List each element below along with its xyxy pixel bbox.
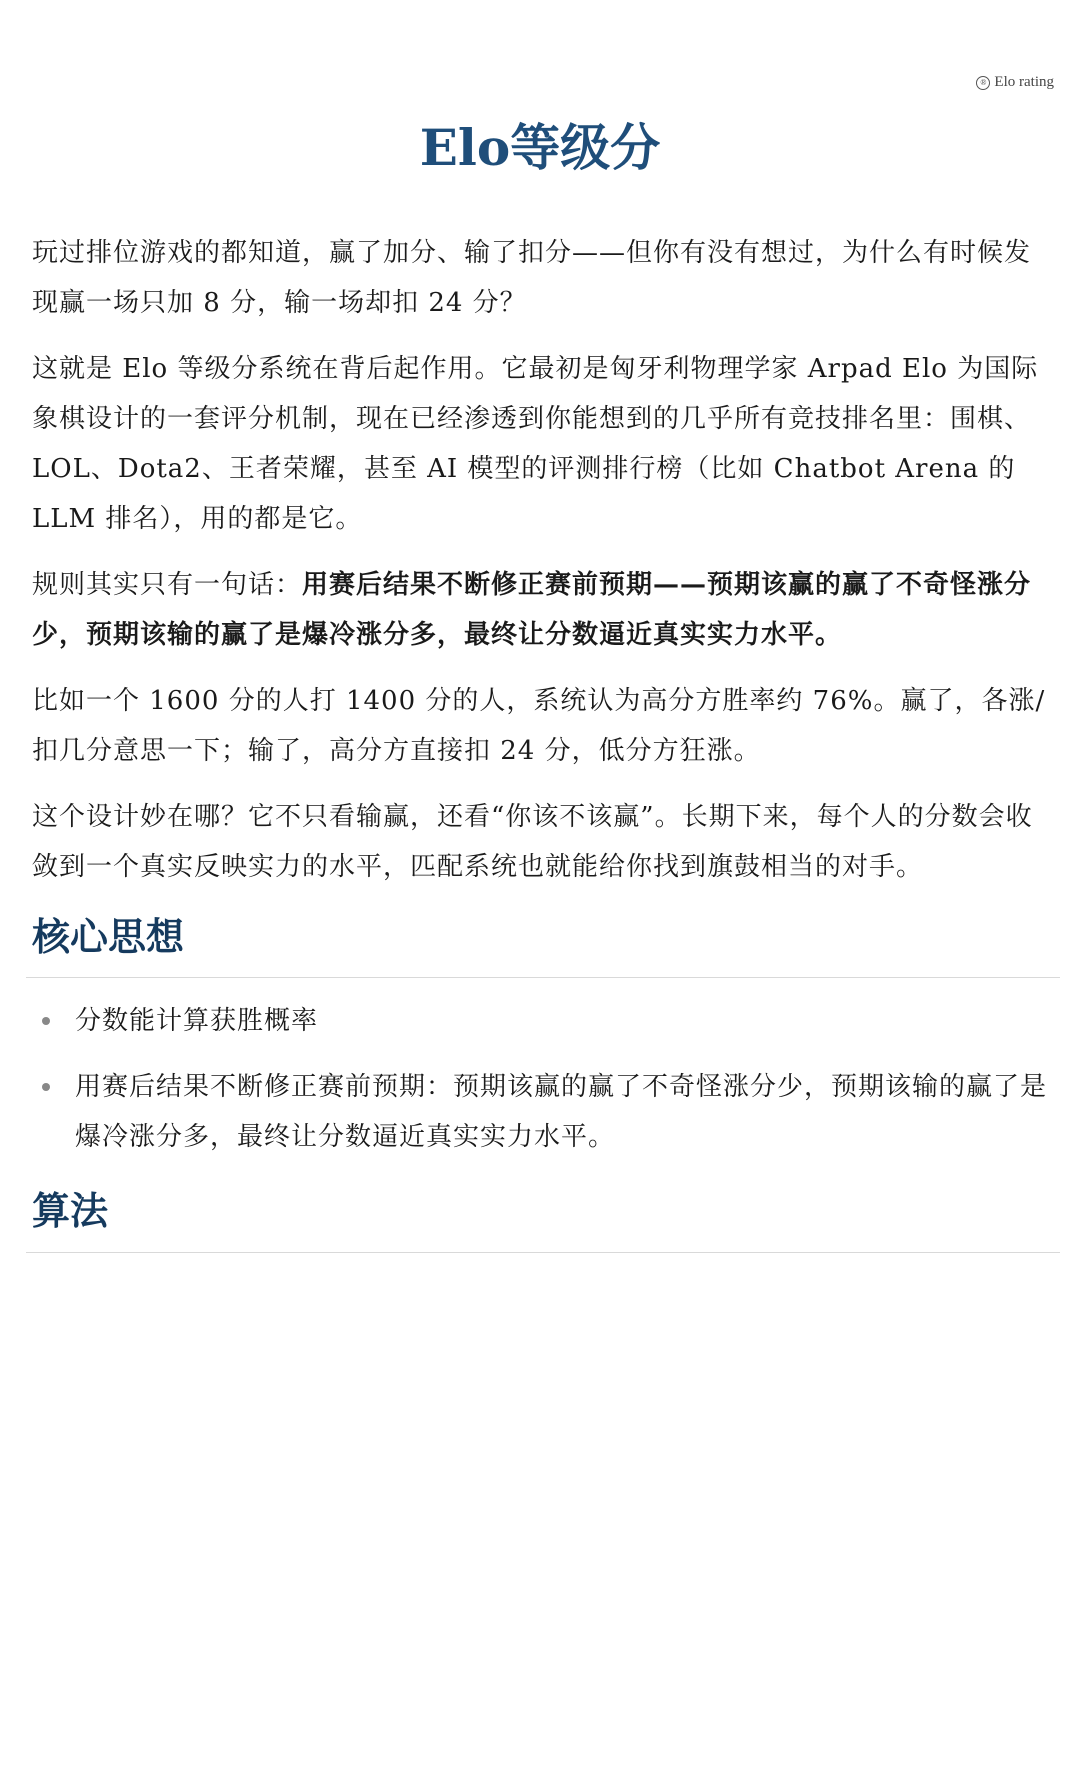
page-title: Elo等级分 [419,118,661,177]
bullet-icon [42,1017,50,1025]
paragraph-origin: 这就是 Elo 等级分系统在背后起作用。它最初是匈牙利物理学家 Arpad Elo 为国际象棋设计的一套评分机制，现在已经渗透到你能想到的几乎所有竞技排名里：围棋、LOL、Dota2、王者荣耀，甚至 AI 模型的评测排行榜（比如 Chatbot Arena 的 LLM 排名），用的都是它。 [32,354,1039,534]
paragraph-rule-bold: 用赛后结果不断修正赛前预期——预期该赢的赢了不奇怪涨分少，预期该输的赢了是爆冷涨分多，最终让分数逼近真实实力水平。 [32,570,1032,650]
section-heading-core-idea: 核心思想 [26,912,1060,978]
corner-tag-text: Elo rating [994,74,1054,90]
bullet-icon [42,1083,50,1091]
list-item-text: 用赛后结果不断修正赛前预期：预期该赢的赢了不奇怪涨分少，预期该输的赢了是爆冷涨分多，最终让分数逼近真实实力水平。 [75,1072,1048,1153]
registered-mark-icon: ® [976,76,990,90]
article-body [32,228,1052,1253]
list-item-text: 分数能计算获胜概率 [75,1006,319,1037]
paragraph-example: 比如一个 1600 分的人打 1400 分的人，系统认为高分方胜率约 76%。赢了，各涨/扣几分意思一下；输了，高分方直接扣 24 分，低分方狂涨。 [32,686,1046,766]
core-idea-list [32,996,1052,1162]
list-item [32,1062,1052,1162]
corner-tag [976,74,1054,91]
paragraph-rule-prefix: 规则其实只有一句话： [32,570,303,600]
list-item [32,996,1052,1046]
paragraph-rule [32,560,1052,660]
section-heading-algorithm: 算法 [26,1186,1060,1252]
paragraph-intro: 玩过排位游戏的都知道，赢了加分、输了扣分——但你有没有想过，为什么有时候发现赢一场只加 8 分，输一场却扣 24 分？ [32,238,1032,318]
paragraph-design: 这个设计妙在哪？它不只看输赢，还看“你该不该赢”。长期下来，每个人的分数会收敛到一个真实反映实力的水平，匹配系统也就能给你找到旗鼓相当的对手。 [32,802,1033,882]
